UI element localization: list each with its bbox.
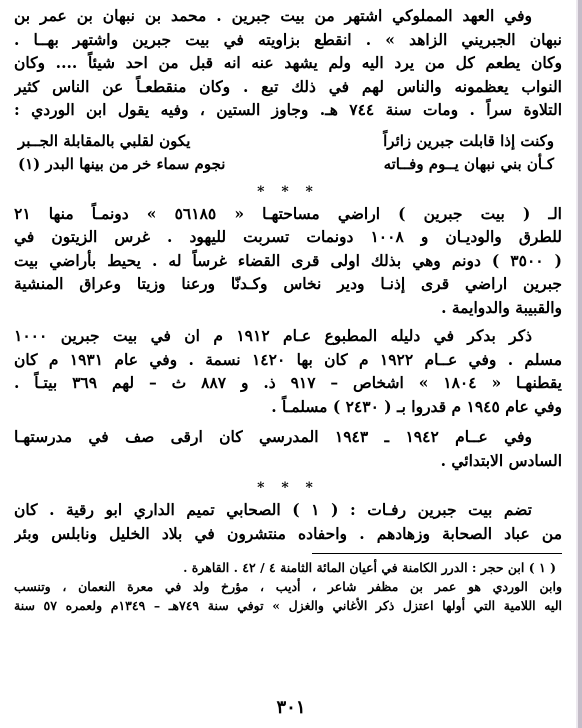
verse-right-hemistich: وكنت إذا قابلت جبرين زائراً — [383, 131, 554, 150]
text-line: يقطنهـا « ١٨٠٤ » اشخاص – ٩١٧ ذ. و ٨٨٧ ث – لهم ٣٦٩ بيتـاً . — [14, 373, 562, 392]
text-line: والقبيبة والدوايمة . — [441, 297, 562, 317]
verse-line — [14, 153, 562, 176]
footnote-line: وابن الوردي هو عمر بن مظفر شاعر ، أديب ، مؤرخ ولد في معرة النعمان ، وتنسب — [14, 579, 562, 594]
text-line: وفي عام ١٩٤٥ م قدروا بـ ( ٢٤٣٠ ) مسلمـاً . — [271, 396, 562, 416]
verse-right-hemistich: كـأن بني نبهان يــوم وفــاته — [383, 154, 554, 173]
text-line: وفي عــام ١٩٤٢ ـ ١٩٤٣ المدرسي كان ارقى صف في مدرستهـا — [14, 427, 532, 446]
paragraph-shrines — [14, 498, 562, 545]
paragraph-population — [14, 324, 562, 418]
footnote-divider — [312, 553, 562, 554]
text-line: من عباد الصحابة وزهادهم . واحفاده منتشرون في بلاد الخليل ونابلس وبئر — [14, 523, 562, 543]
section-separator: * * * — [257, 480, 319, 496]
text-line: مسلم . وفي عــام ١٩٢٢ م كان بها ١٤٢٠ نسمة . وفي عام ١٩٣١ م كان — [14, 349, 562, 369]
text-line: جبرين اراضي قرى إذنـا ودير نخاس وكـدنّا ورعنا وزيتا وعراق المنشية — [14, 274, 562, 293]
text-line: التلاوة سراً . ومات سنة ٧٤٤ هـ. وجاوز الستين ، وفيه يقول ابن الوردي : — [14, 100, 562, 119]
text-line: نبهان الجبريني الزاهد » . انقطع بزاويته في بيت جبرين واشتهر بهــا . — [14, 29, 562, 49]
text-line: وفي العهد المملوكي اشتهر من بيت جبرين . محمد بن نبهان بن عمر بن — [14, 6, 533, 25]
page-edge — [578, 0, 582, 728]
section-separator: * * * — [257, 183, 319, 200]
text-line: تضم بيت جبرين رفـات : ( ١ ) الصحابي تميم الداري ابو رقية . كان — [14, 500, 533, 519]
text-line: ( ٣٥٠٠ ) دونم وهي بذلك اولى قرى القضاء غرساً له . يحيط بأراضي بيت — [14, 250, 562, 270]
footnotes — [14, 558, 562, 615]
text-line: وكان يطعم كل من يرد اليه ولم يشهد عنه انه قبل من احد شيئاً .... وكان — [14, 53, 562, 72]
verse-left-hemistich: نجوم سماء خر من بينها البدر (١) — [18, 154, 226, 173]
footnote-line: ( ١ ) ابن حجر : الدرر الكامنة في أعيان المائة الثامنة ٤ / ٤٢ . القاهرة . — [183, 560, 556, 575]
text-line: ذكر بدكر في دليله المطبوع عـام ١٩١٢ م ان في بيت جبرين ١٠٠٠ — [14, 326, 532, 345]
paragraph-mamluk — [14, 4, 562, 122]
poem-verses — [14, 130, 562, 176]
verse-left-hemistich: يكون لقلبي بالمقابلة الجــبر — [18, 131, 191, 150]
paragraph-school — [14, 425, 562, 472]
page-content — [14, 4, 562, 615]
verse-line — [14, 130, 562, 153]
text-line: النواب يعظمونه والناس لهم في ذلك تبع . وكان منقطعـاً عن الناس كثير — [14, 76, 562, 96]
text-line: السادس الابتدائي . — [440, 450, 562, 470]
paragraph-land — [14, 202, 562, 320]
page-number: ٣٠١ — [276, 697, 306, 718]
footnote-line: اليه اللامية التي أولها اعتزل ذكر الأغاني والغزل » توفي سنة ٧٤٩هـ – ١٣٤٩م ولعمره ٥٧ سنة — [14, 598, 562, 613]
text-line: الـ ( بيت جبرين ) اراضي مساحتهـا « ٥٦١٨٥ » دونمـاً منها ٢١ — [14, 203, 562, 223]
text-line: للطرق والوديـان و ١٠٠٨ دونمات تسربت لليهود . غرس الزيتون في — [14, 227, 562, 246]
